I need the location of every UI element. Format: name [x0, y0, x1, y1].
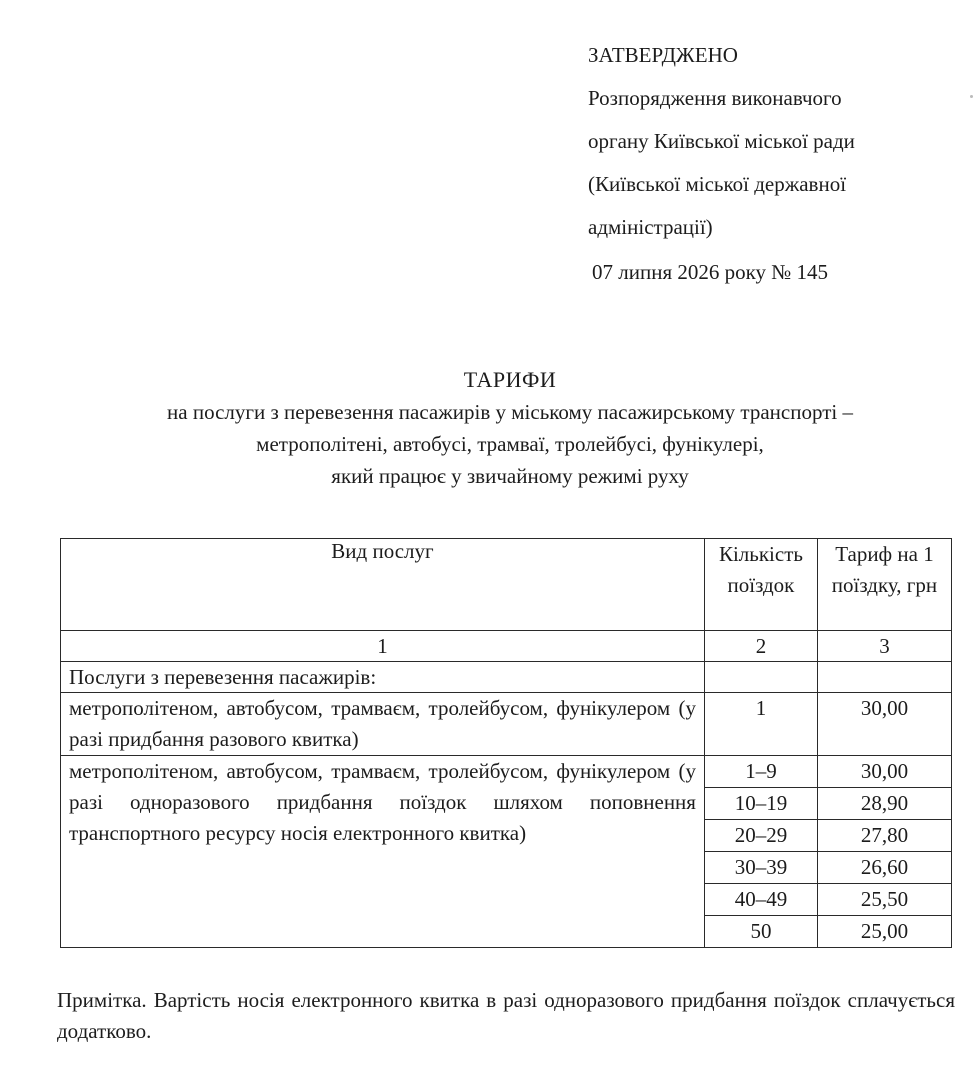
tier-trips: 1–9: [704, 756, 817, 788]
tariff-table: [60, 538, 952, 948]
document-title: [40, 364, 980, 492]
tier-tariff: 27,80: [817, 820, 951, 852]
single-ticket-tariff: 30,00: [817, 693, 951, 756]
approval-line: органу Київської міської ради: [588, 129, 855, 153]
approval-block: [588, 34, 968, 294]
title-line: метрополітені, автобусі, трамваї, тролейбусі, фунікулері,: [256, 432, 764, 456]
single-ticket-trips: 1: [704, 693, 817, 756]
header-trips: Кількість поїздок: [704, 539, 817, 631]
header-service: Вид послуг: [61, 539, 705, 631]
section-row: [61, 662, 952, 693]
table-row: [61, 693, 952, 756]
column-number: 3: [817, 631, 951, 662]
tier-tariff: 25,00: [817, 916, 951, 948]
approval-line: адміністрації): [588, 215, 713, 239]
approval-line: Розпорядження виконавчого: [588, 86, 842, 110]
approval-date: 07 липня 2026 року № 145: [592, 260, 829, 284]
approval-line: (Київської міської державної: [588, 172, 847, 196]
single-ticket-description: метрополітеном, автобусом, трамваєм, тролейбусом, фунікулером (у разі придбання разового квитка): [61, 693, 705, 756]
empty-cell: [704, 662, 817, 693]
tier-trips: 20–29: [704, 820, 817, 852]
footnote: Примітка. Вартість носія електронного квитка в разі одноразового придбання поїздок сплачується додатково.: [57, 988, 955, 1043]
column-number: 1: [61, 631, 705, 662]
tier-tariff: 25,50: [817, 884, 951, 916]
column-number: 2: [704, 631, 817, 662]
column-number-row: [61, 631, 952, 662]
title-heading: ТАРИФИ: [463, 367, 557, 392]
title-line: на послуги з перевезення пасажирів у міському пасажирському транспорті –: [167, 400, 853, 424]
title-line: який працює у звичайному режимі руху: [331, 464, 689, 488]
scan-speck: [970, 95, 973, 98]
tier-tariff: 30,00: [817, 756, 951, 788]
empty-cell: [817, 662, 951, 693]
section-label: Послуги з перевезення пасажирів:: [61, 662, 705, 693]
tier-trips: 30–39: [704, 852, 817, 884]
multi-trip-description: метрополітеном, автобусом, трамваєм, тролейбусом, фунікулером (у разі одноразового придбання поїздок шляхом поповнення транспортного ресурсу носія електронного квитка): [61, 756, 705, 948]
approval-stamp: ЗАТВЕРДЖЕНО: [588, 43, 738, 67]
tier-trips: 10–19: [704, 788, 817, 820]
table-header-row: [61, 539, 952, 631]
tier-trips: 50: [704, 916, 817, 948]
header-tariff: Тариф на 1 поїздку, грн: [817, 539, 951, 631]
tier-trips: 40–49: [704, 884, 817, 916]
tier-tariff: 26,60: [817, 852, 951, 884]
table-row: [61, 756, 952, 788]
tier-tariff: 28,90: [817, 788, 951, 820]
